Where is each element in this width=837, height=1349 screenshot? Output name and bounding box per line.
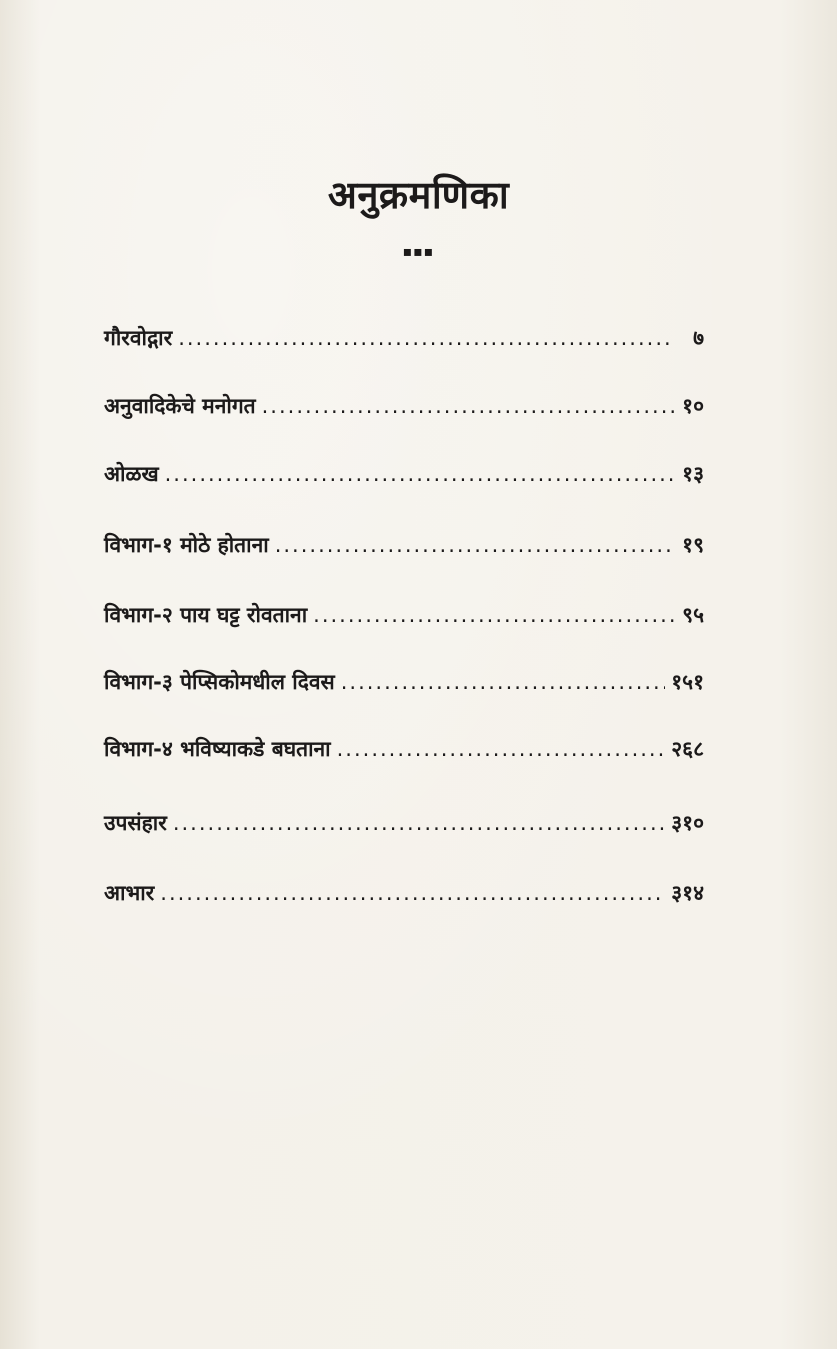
dot-leader	[178, 326, 674, 350]
toc-entry	[104, 668, 704, 704]
toc-entry-page: ७	[693, 326, 704, 350]
toc-entry	[104, 601, 704, 637]
toc-entry-page: ३१०	[671, 811, 704, 835]
dot-leader	[165, 462, 674, 486]
dot-leader	[313, 603, 674, 627]
toc-entry-page: १५१	[671, 670, 704, 694]
toc-entry-title: गौरवोद्गार	[104, 326, 173, 350]
toc-entry-page: १०	[682, 394, 704, 418]
toc-entry-page: ९५	[682, 603, 704, 627]
dot-leader	[262, 394, 674, 418]
dot-leader	[275, 533, 674, 557]
dot-leader	[341, 670, 666, 694]
toc-entry	[104, 809, 704, 845]
page-title: अनुक्रमणिका	[327, 173, 510, 217]
dot-leader	[173, 811, 665, 835]
toc-entry-title: अनुवादिकेचे मनोगत	[104, 394, 256, 418]
toc-entry	[104, 531, 704, 567]
toc-entry-title: विभाग-४ भविष्याकडे बघताना	[104, 737, 331, 761]
toc-entry	[104, 392, 704, 428]
toc-entry-page: २६८	[671, 737, 704, 761]
toc-entry-title: विभाग-२ पाय घट्ट रोवताना	[104, 603, 308, 627]
toc-entry-title: उपसंहार	[104, 811, 167, 835]
toc-entry	[104, 735, 704, 771]
toc-entry	[104, 879, 704, 915]
toc-entry-page: १३	[682, 462, 704, 486]
dot-leader	[160, 881, 665, 905]
toc-entry-title: आभार	[104, 881, 155, 905]
toc-entry	[104, 460, 704, 496]
toc-entry-page: १९	[682, 533, 704, 557]
toc-entry-title: विभाग-३ पेप्सिकोमधील दिवस	[104, 670, 335, 694]
title-ornament: ▪▪▪	[402, 244, 435, 260]
toc-entry-page: ३१४	[671, 881, 704, 905]
toc-entry-title: विभाग-१ मोठे होताना	[104, 533, 269, 557]
toc-entry-title: ओळख	[104, 462, 159, 486]
dot-leader	[337, 737, 666, 761]
toc-entry	[104, 324, 704, 360]
